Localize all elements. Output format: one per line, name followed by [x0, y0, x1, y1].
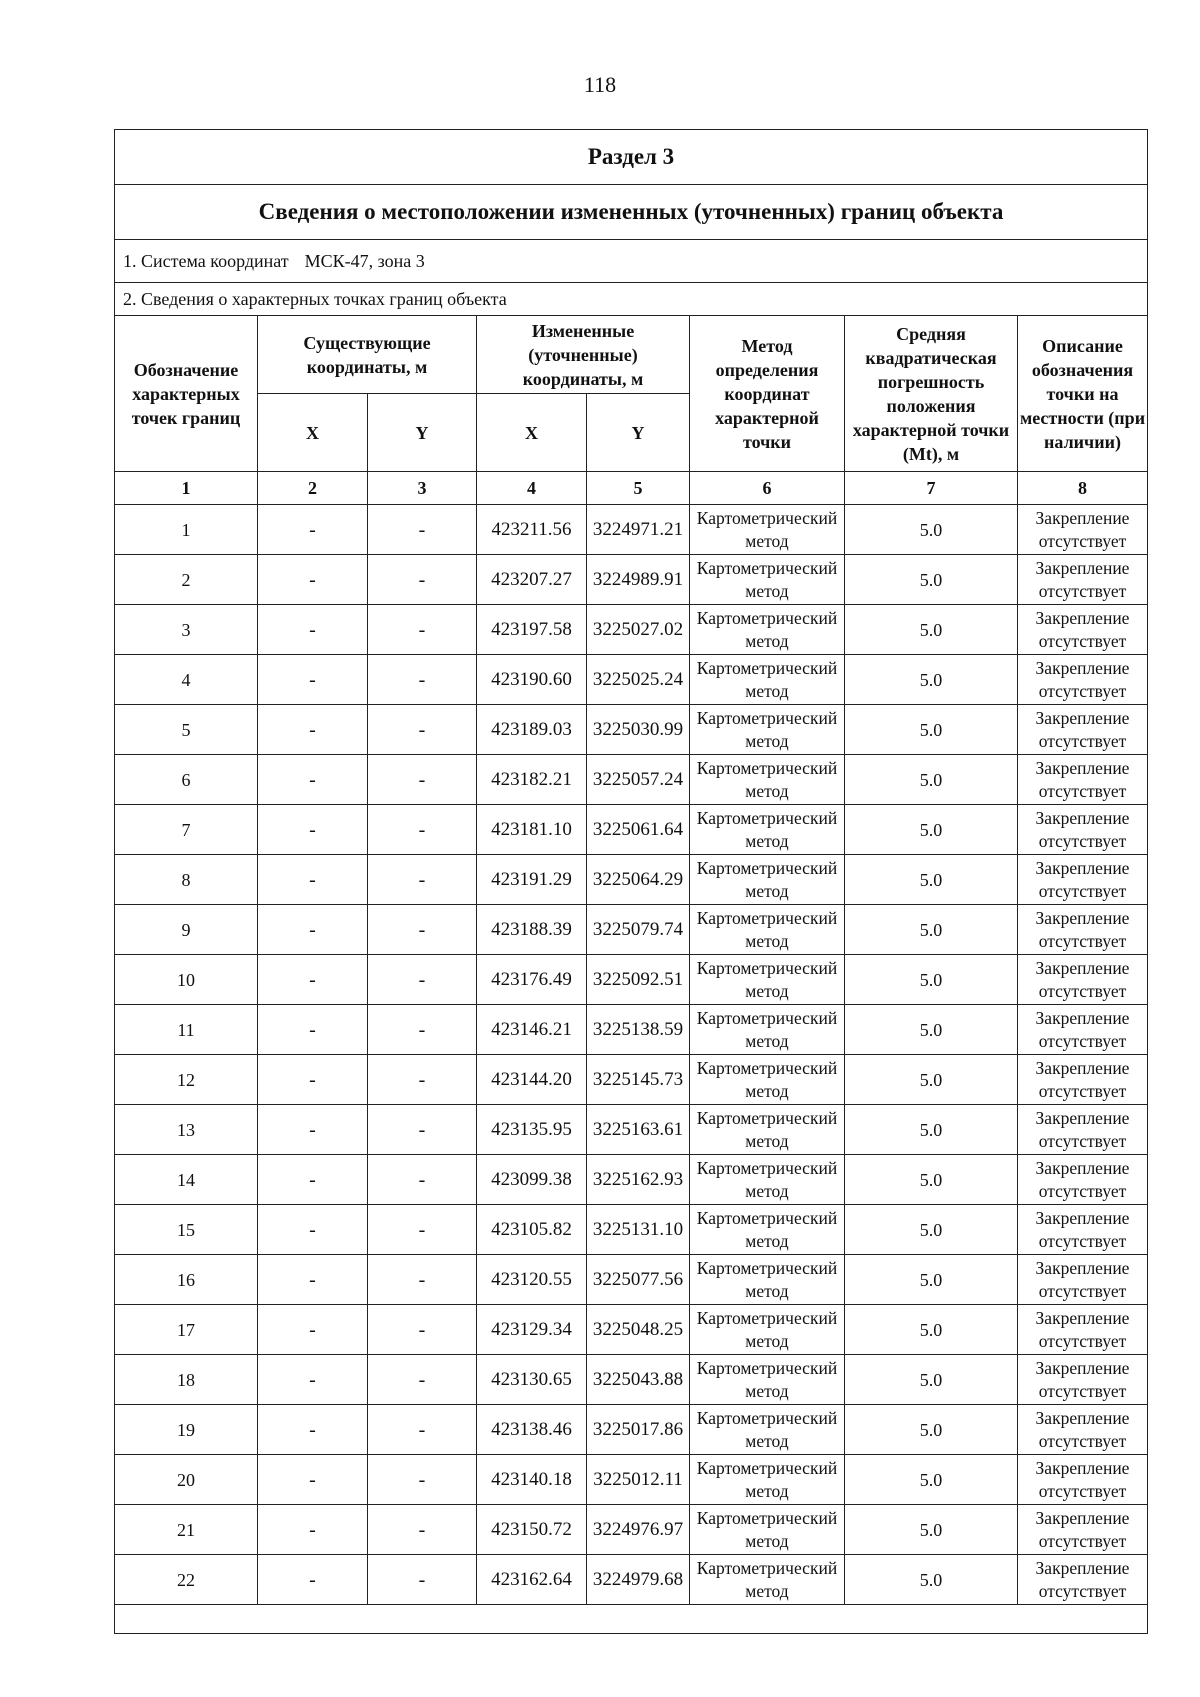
changed-x-cell: 423130.65: [477, 1355, 587, 1405]
mean-error-cell: 5.0: [845, 805, 1018, 855]
description-cell: Закрепление отсутствует: [1018, 1005, 1148, 1055]
description-cell: Закрепление отсутствует: [1018, 755, 1148, 805]
table-row: [115, 1105, 1148, 1155]
changed-y-cell: 3225017.86: [587, 1405, 690, 1455]
point-number-cell: 17: [115, 1305, 258, 1355]
table-row: [115, 705, 1148, 755]
column-number: 5: [587, 472, 690, 505]
changed-x-cell: 423105.82: [477, 1205, 587, 1255]
point-number-cell: 2: [115, 555, 258, 605]
method-cell: Картометрический метод: [690, 1255, 845, 1305]
method-cell: Картометрический метод: [690, 655, 845, 705]
changed-y-cell: 3224989.91: [587, 555, 690, 605]
changed-x-cell: 423176.49: [477, 955, 587, 1005]
existing-x-cell: -: [258, 1355, 368, 1405]
empty-cell: [115, 1605, 1148, 1634]
description-cell: Закрепление отсутствует: [1018, 555, 1148, 605]
mean-error-cell: 5.0: [845, 755, 1018, 805]
point-number-cell: 4: [115, 655, 258, 705]
existing-y-cell: -: [368, 1355, 477, 1405]
method-cell: Картометрический метод: [690, 1205, 845, 1255]
method-cell: Картометрический метод: [690, 555, 845, 605]
existing-x-cell: -: [258, 855, 368, 905]
point-number-cell: 11: [115, 1005, 258, 1055]
column-number: 2: [258, 472, 368, 505]
table-row: [115, 605, 1148, 655]
changed-y-cell: 3225048.25: [587, 1305, 690, 1355]
existing-y-cell: -: [368, 1305, 477, 1355]
changed-y-cell: 3225079.74: [587, 905, 690, 955]
table-row: [115, 1505, 1148, 1555]
point-number-cell: 6: [115, 755, 258, 805]
coordinate-system-line: [115, 240, 1148, 283]
existing-x-cell: -: [258, 555, 368, 605]
mean-error-cell: 5.0: [845, 905, 1018, 955]
changed-y-cell: 3224971.21: [587, 505, 690, 555]
table-row: [115, 855, 1148, 905]
changed-x-cell: 423140.18: [477, 1455, 587, 1505]
existing-y-cell: -: [368, 505, 477, 555]
changed-x-cell: 423144.20: [477, 1055, 587, 1105]
method-cell: Картометрический метод: [690, 805, 845, 855]
table-row: [115, 805, 1148, 855]
table-row: [115, 1305, 1148, 1355]
changed-y-cell: 3225043.88: [587, 1355, 690, 1405]
table-row: [115, 1255, 1148, 1305]
existing-y-cell: -: [368, 1155, 477, 1205]
existing-y-cell: -: [368, 1405, 477, 1455]
description-cell: Закрепление отсутствует: [1018, 1555, 1148, 1605]
existing-y-cell: -: [368, 1555, 477, 1605]
existing-y-cell: -: [368, 1255, 477, 1305]
point-number-cell: 10: [115, 955, 258, 1005]
table-row: [115, 1355, 1148, 1405]
table-row: [115, 1055, 1148, 1105]
description-cell: Закрепление отсутствует: [1018, 1505, 1148, 1555]
changed-y-cell: 3225025.24: [587, 655, 690, 705]
mean-error-cell: 5.0: [845, 1105, 1018, 1155]
changed-y-cell: 3225077.56: [587, 1255, 690, 1305]
column-number: 3: [368, 472, 477, 505]
point-number-cell: 3: [115, 605, 258, 655]
changed-x-cell: 423146.21: [477, 1005, 587, 1055]
header-changed-coords: Измененные (уточненные) координаты, м: [477, 316, 690, 394]
method-cell: Картометрический метод: [690, 605, 845, 655]
description-cell: Закрепление отсутствует: [1018, 905, 1148, 955]
header-changed-y: Y: [587, 394, 690, 472]
description-cell: Закрепление отсутствует: [1018, 605, 1148, 655]
table-row: [115, 1455, 1148, 1505]
description-cell: Закрепление отсутствует: [1018, 855, 1148, 905]
changed-x-cell: 423138.46: [477, 1405, 587, 1455]
point-number-cell: 22: [115, 1555, 258, 1605]
existing-x-cell: -: [258, 1555, 368, 1605]
changed-x-cell: 423189.03: [477, 705, 587, 755]
description-cell: Закрепление отсутствует: [1018, 705, 1148, 755]
point-number-cell: 18: [115, 1355, 258, 1405]
point-number-cell: 1: [115, 505, 258, 555]
existing-x-cell: -: [258, 955, 368, 1005]
point-number-cell: 19: [115, 1405, 258, 1455]
empty-bottom-row: [115, 1605, 1148, 1634]
method-cell: Картометрический метод: [690, 505, 845, 555]
table-row: [115, 1155, 1148, 1205]
method-cell: Картометрический метод: [690, 1055, 845, 1105]
description-cell: Закрепление отсутствует: [1018, 1355, 1148, 1405]
description-cell: Закрепление отсутствует: [1018, 1305, 1148, 1355]
mean-error-cell: 5.0: [845, 605, 1018, 655]
table-row: [115, 1555, 1148, 1605]
changed-x-cell: 423162.64: [477, 1555, 587, 1605]
existing-x-cell: -: [258, 755, 368, 805]
point-number-cell: 7: [115, 805, 258, 855]
mean-error-cell: 5.0: [845, 1005, 1018, 1055]
description-cell: Закрепление отсутствует: [1018, 655, 1148, 705]
changed-y-cell: 3225027.02: [587, 605, 690, 655]
method-cell: Картометрический метод: [690, 855, 845, 905]
description-cell: Закрепление отсутствует: [1018, 955, 1148, 1005]
table-row: [115, 1405, 1148, 1455]
table-row: [115, 955, 1148, 1005]
description-cell: Закрепление отсутствует: [1018, 1405, 1148, 1455]
mean-error-cell: 5.0: [845, 1305, 1018, 1355]
point-number-cell: 5: [115, 705, 258, 755]
existing-x-cell: -: [258, 705, 368, 755]
coordinate-system-value: МСК-47, зона 3: [304, 250, 425, 271]
method-cell: Картометрический метод: [690, 1105, 845, 1155]
changed-x-cell: 423197.58: [477, 605, 587, 655]
existing-x-cell: -: [258, 1055, 368, 1105]
header-designation: Обозначение характерных точек границ: [115, 316, 258, 472]
changed-y-cell: 3225145.73: [587, 1055, 690, 1105]
table-row: [115, 755, 1148, 805]
existing-x-cell: -: [258, 655, 368, 705]
existing-y-cell: -: [368, 555, 477, 605]
changed-x-cell: 423182.21: [477, 755, 587, 805]
changed-x-cell: 423181.10: [477, 805, 587, 855]
existing-x-cell: -: [258, 505, 368, 555]
table-row: [115, 1205, 1148, 1255]
coordinate-system-label: 1. Система координат: [123, 250, 289, 271]
method-cell: Картометрический метод: [690, 905, 845, 955]
existing-y-cell: -: [368, 1005, 477, 1055]
column-number: 8: [1018, 472, 1148, 505]
existing-x-cell: -: [258, 605, 368, 655]
existing-x-cell: -: [258, 1155, 368, 1205]
description-cell: Закрепление отсутствует: [1018, 1055, 1148, 1105]
method-cell: Картометрический метод: [690, 755, 845, 805]
description-cell: Закрепление отсутствует: [1018, 1155, 1148, 1205]
changed-y-cell: 3225064.29: [587, 855, 690, 905]
table-row: [115, 905, 1148, 955]
mean-error-cell: 5.0: [845, 1455, 1018, 1505]
table-row: [115, 1005, 1148, 1055]
table-row: [115, 505, 1148, 555]
changed-x-cell: 423150.72: [477, 1505, 587, 1555]
method-cell: Картометрический метод: [690, 1005, 845, 1055]
existing-y-cell: -: [368, 1105, 477, 1155]
table-row: [115, 555, 1148, 605]
changed-y-cell: 3225057.24: [587, 755, 690, 805]
existing-y-cell: -: [368, 905, 477, 955]
header-description: Описание обозначения точки на местности (при наличии): [1018, 316, 1148, 472]
description-cell: Закрепление отсутствует: [1018, 805, 1148, 855]
point-number-cell: 8: [115, 855, 258, 905]
changed-y-cell: 3225162.93: [587, 1155, 690, 1205]
existing-x-cell: -: [258, 1255, 368, 1305]
existing-y-cell: -: [368, 1205, 477, 1255]
mean-error-cell: 5.0: [845, 1405, 1018, 1455]
header-existing-coords: Существующие координаты, м: [258, 316, 477, 394]
changed-y-cell: 3225061.64: [587, 805, 690, 855]
description-cell: Закрепление отсутствует: [1018, 1105, 1148, 1155]
column-number-row: [115, 472, 1148, 505]
description-cell: Закрепление отсутствует: [1018, 1255, 1148, 1305]
mean-error-cell: 5.0: [845, 1505, 1018, 1555]
method-cell: Картометрический метод: [690, 1155, 845, 1205]
info-title: Сведения о местоположении измененных (уточненных) границ объекта: [115, 185, 1148, 240]
method-cell: Картометрический метод: [690, 1305, 845, 1355]
mean-error-cell: 5.0: [845, 955, 1018, 1005]
changed-x-cell: 423099.38: [477, 1155, 587, 1205]
existing-x-cell: -: [258, 905, 368, 955]
changed-x-cell: 423129.34: [477, 1305, 587, 1355]
mean-error-cell: 5.0: [845, 705, 1018, 755]
mean-error-cell: 5.0: [845, 1155, 1018, 1205]
method-cell: Картометрический метод: [690, 1555, 845, 1605]
mean-error-cell: 5.0: [845, 1205, 1018, 1255]
existing-y-cell: -: [368, 955, 477, 1005]
section-title: Раздел 3: [115, 130, 1148, 185]
changed-x-cell: 423120.55: [477, 1255, 587, 1305]
method-cell: Картометрический метод: [690, 955, 845, 1005]
existing-x-cell: -: [258, 805, 368, 855]
boundary-points-table: [114, 129, 1148, 1634]
header-mean-error: Средняя квадратическая погрешность положения характерной точки (Mt), м: [845, 316, 1018, 472]
mean-error-cell: 5.0: [845, 1555, 1018, 1605]
method-cell: Картометрический метод: [690, 705, 845, 755]
existing-x-cell: -: [258, 1105, 368, 1155]
column-number: 4: [477, 472, 587, 505]
header-changed-x: X: [477, 394, 587, 472]
column-number: 1: [115, 472, 258, 505]
existing-x-cell: -: [258, 1505, 368, 1555]
column-number: 6: [690, 472, 845, 505]
mean-error-cell: 5.0: [845, 505, 1018, 555]
points-title: 2. Сведения о характерных точках границ объекта: [115, 283, 1148, 316]
mean-error-cell: 5.0: [845, 655, 1018, 705]
mean-error-cell: 5.0: [845, 855, 1018, 905]
method-cell: Картометрический метод: [690, 1355, 845, 1405]
existing-y-cell: -: [368, 605, 477, 655]
changed-y-cell: 3225131.10: [587, 1205, 690, 1255]
changed-x-cell: 423135.95: [477, 1105, 587, 1155]
point-number-cell: 15: [115, 1205, 258, 1255]
existing-y-cell: -: [368, 655, 477, 705]
existing-y-cell: -: [368, 755, 477, 805]
column-number: 7: [845, 472, 1018, 505]
existing-x-cell: -: [258, 1005, 368, 1055]
existing-y-cell: -: [368, 705, 477, 755]
description-cell: Закрепление отсутствует: [1018, 505, 1148, 555]
changed-y-cell: 3225092.51: [587, 955, 690, 1005]
changed-y-cell: 3225138.59: [587, 1005, 690, 1055]
changed-y-cell: 3225030.99: [587, 705, 690, 755]
existing-y-cell: -: [368, 1055, 477, 1105]
description-cell: Закрепление отсутствует: [1018, 1455, 1148, 1505]
table-row: [115, 655, 1148, 705]
changed-y-cell: 3224979.68: [587, 1555, 690, 1605]
existing-x-cell: -: [258, 1455, 368, 1505]
method-cell: Картометрический метод: [690, 1455, 845, 1505]
existing-y-cell: -: [368, 855, 477, 905]
existing-y-cell: -: [368, 805, 477, 855]
point-number-cell: 16: [115, 1255, 258, 1305]
changed-x-cell: 423207.27: [477, 555, 587, 605]
description-cell: Закрепление отсутствует: [1018, 1205, 1148, 1255]
existing-x-cell: -: [258, 1205, 368, 1255]
mean-error-cell: 5.0: [845, 555, 1018, 605]
existing-x-cell: -: [258, 1405, 368, 1455]
changed-x-cell: 423190.60: [477, 655, 587, 705]
point-number-cell: 13: [115, 1105, 258, 1155]
point-number-cell: 20: [115, 1455, 258, 1505]
changed-y-cell: 3224976.97: [587, 1505, 690, 1555]
changed-y-cell: 3225012.11: [587, 1455, 690, 1505]
existing-x-cell: -: [258, 1305, 368, 1355]
header-existing-x: X: [258, 394, 368, 472]
changed-x-cell: 423211.56: [477, 505, 587, 555]
mean-error-cell: 5.0: [845, 1355, 1018, 1405]
changed-x-cell: 423188.39: [477, 905, 587, 955]
point-number-cell: 9: [115, 905, 258, 955]
header-method: Метод определения координат характерной точки: [690, 316, 845, 472]
changed-x-cell: 423191.29: [477, 855, 587, 905]
existing-y-cell: -: [368, 1455, 477, 1505]
method-cell: Картометрический метод: [690, 1405, 845, 1455]
mean-error-cell: 5.0: [845, 1255, 1018, 1305]
header-existing-y: Y: [368, 394, 477, 472]
point-number-cell: 21: [115, 1505, 258, 1555]
changed-y-cell: 3225163.61: [587, 1105, 690, 1155]
mean-error-cell: 5.0: [845, 1055, 1018, 1105]
page-number: 118: [583, 72, 617, 97]
method-cell: Картометрический метод: [690, 1505, 845, 1555]
existing-y-cell: -: [368, 1505, 477, 1555]
point-number-cell: 14: [115, 1155, 258, 1205]
point-number-cell: 12: [115, 1055, 258, 1105]
